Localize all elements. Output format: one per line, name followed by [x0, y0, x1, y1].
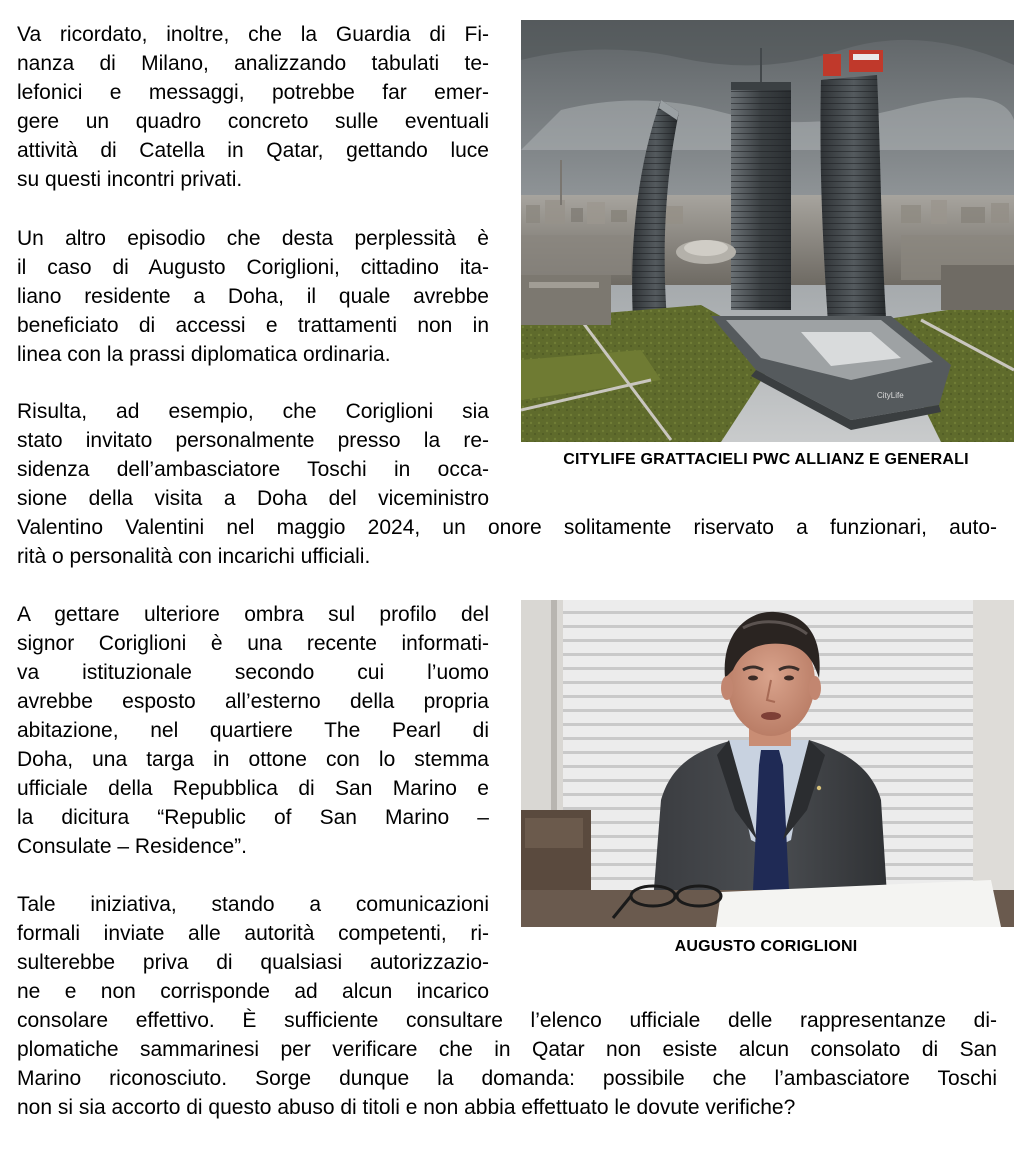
paragraph-line: Un altro episodio che desta perplessità è — [17, 227, 489, 250]
paragraph-1 — [17, 20, 489, 194]
paragraph-line: su questi incontri privati. — [17, 168, 243, 191]
citylife-skyline-photo — [521, 20, 1014, 442]
skyline-illustration — [521, 20, 1014, 442]
paragraph-line: ne e non corrisponde ad alcun incarico — [17, 980, 489, 1003]
paragraph-line: avrebbe esposto all’esterno della propria — [17, 690, 489, 713]
paragraph-line: ufficiale della Repubblica di San Marino e — [17, 777, 489, 800]
paragraph-line: sulterebbe priva di qualsiasi autorizzazio- — [17, 951, 489, 974]
paragraph-line: sione della visita a Doha del viceministro — [17, 487, 489, 510]
paragraph-line: consolare effettivo. È sufficiente consultare l’elenco ufficiale delle rappresentanze di- — [17, 1009, 997, 1032]
paragraph-line: plomatiche sammarinesi per verificare che in Qatar non esiste alcun consolato di San — [17, 1038, 997, 1061]
paragraph-line: Consulate – Residence”. — [17, 835, 247, 858]
paragraph-2 — [17, 224, 489, 369]
paragraph-line: abitazione, nel quartiere The Pearl di — [17, 719, 489, 742]
paragraph-line: signor Coriglioni è una recente informati- — [17, 632, 489, 655]
paragraph-line: stato invitato personalmente presso la re- — [17, 429, 489, 452]
paragraph-line: gere un quadro concreto sulle eventuali — [17, 110, 489, 133]
paragraph-line: Va ricordato, inoltre, che la Guardia di Fi- — [17, 23, 489, 46]
paragraph-line: Risulta, ad esempio, che Coriglioni sia — [17, 400, 489, 423]
building-sign: CityLife — [877, 391, 904, 400]
portrait-caption: AUGUSTO CORIGLIONI — [674, 938, 858, 955]
skyline-caption: CITYLIFE GRATTACIELI PWC ALLIANZ E GENERALI — [563, 451, 969, 468]
paragraph-4 — [17, 600, 489, 861]
paragraph-line: Tale iniziativa, stando a comunicazioni — [17, 893, 489, 916]
paragraph-line: beneficiato di accessi e trattamenti non in — [17, 314, 489, 337]
paragraph-line: non si sia accorto di questo abuso di titoli e non abbia effettuato le dovute verifiche? — [17, 1096, 796, 1119]
paragraph-line: sidenza dell’ambasciatore Toschi in occa- — [17, 458, 489, 481]
paragraph-line: la dicitura “Republic of San Marino – — [17, 806, 489, 829]
portrait-photo — [521, 600, 1014, 927]
paragraph-line: va istituzionale secondo cui l’uomo — [17, 661, 489, 684]
paragraph-line: A gettare ulteriore ombra sul profilo del — [17, 603, 489, 626]
paragraph-line: Marino riconosciuto. Sorge dunque la domanda: possibile che l’ambasciatore Toschi — [17, 1067, 997, 1090]
paragraph-line: nanza di Milano, analizzando tabulati te- — [17, 52, 489, 75]
portrait-illustration — [521, 600, 1014, 927]
paragraph-line: liano residente a Doha, il quale avrebbe — [17, 285, 489, 308]
paragraph-line: Valentino Valentini nel maggio 2024, un onore solitamente riservato a funzionari, auto- — [17, 516, 997, 539]
paragraph-line: Doha, una targa in ottone con lo stemma — [17, 748, 489, 771]
paragraph-line: il caso di Augusto Coriglioni, cittadino ita- — [17, 256, 489, 279]
paragraph-line: attività di Catella in Qatar, gettando luce — [17, 139, 489, 162]
paragraph-line: rità o personalità con incarichi ufficiali. — [17, 545, 371, 568]
paragraph-line: formali inviate alle autorità competenti, ri- — [17, 922, 489, 945]
paragraph-line: linea con la prassi diplomatica ordinaria. — [17, 343, 391, 366]
paragraph-line: lefonici e messaggi, potrebbe far emer- — [17, 81, 489, 104]
